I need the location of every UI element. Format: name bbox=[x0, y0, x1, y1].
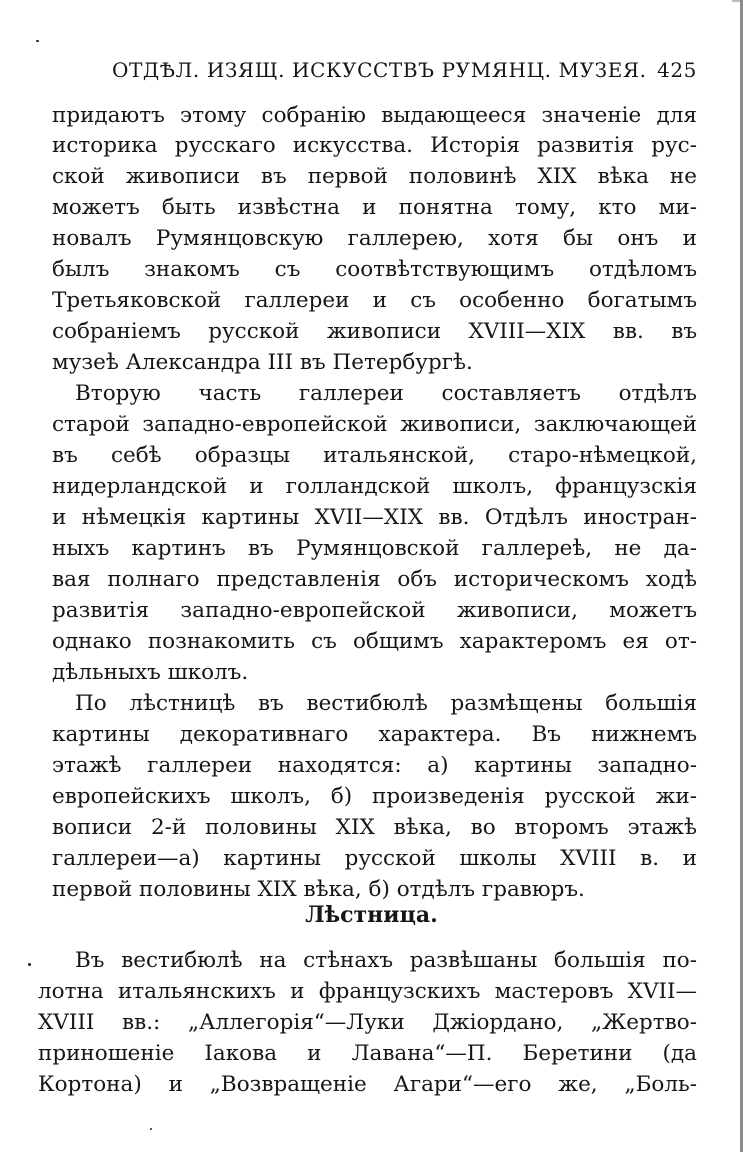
running-head-title: ОТДѢЛ. ИЗЯЩ. ИСКУССТВЪ РУМЯНЦ. МУЗЕЯ. bbox=[112, 58, 647, 82]
running-head bbox=[112, 58, 697, 88]
print-speck bbox=[150, 1128, 152, 1130]
text-line: развитія западно-европейской живописи, можетъ bbox=[52, 598, 697, 623]
text-line: ской живописи въ первой половинѣ XIX вѣка не bbox=[52, 164, 697, 189]
text-line: По лѣстницѣ въ вестибюлѣ размѣщены большія bbox=[75, 691, 697, 716]
text-line: XVIII вв.: „Аллегорія“—Луки Джіордано, „Жертво- bbox=[38, 1010, 697, 1035]
page-edge-mark bbox=[732, 0, 740, 2]
text-line: однако познакомить съ общимъ характеромъ ея от- bbox=[52, 629, 697, 654]
text-line: первой половины XIX вѣка, б) отдѣлъ гравюръ. bbox=[52, 877, 585, 902]
text-line: историка русскаго искусства. Исторія развитія рус- bbox=[52, 133, 697, 158]
text-line: Вторую часть галлереи составляетъ отдѣлъ bbox=[75, 381, 697, 406]
text-line: европейскихъ школъ, б) произведенія русской жи- bbox=[52, 784, 697, 809]
page-number: 425 bbox=[657, 58, 697, 82]
text-line: былъ знакомъ съ соотвѣтствующимъ отдѣломъ bbox=[52, 257, 697, 282]
text-line: вая полнаго представленія объ историческомъ ходѣ bbox=[52, 567, 697, 592]
text-line: вописи 2-й половины XIX вѣка, во второмъ этажѣ bbox=[52, 815, 697, 840]
text-line: Третьяковской галлереи и съ особенно богатымъ bbox=[52, 288, 697, 313]
text-line: собраніемъ русской живописи XVIII—XIX вв. въ bbox=[52, 319, 697, 344]
print-speck bbox=[28, 963, 31, 966]
text-line: приношеніе Іакова и Лавана“—П. Беретини (да bbox=[38, 1041, 697, 1066]
text-line: галлереи—а) картины русской школы XVIII в. и bbox=[52, 846, 697, 871]
text-line: придаютъ этому собранію выдающееся значеніе для bbox=[52, 103, 697, 128]
text-line: можетъ быть извѣстна и понятна тому, кто ми- bbox=[52, 195, 697, 220]
text-line: новалъ Румянцовскую галлерею, хотя бы онъ и bbox=[52, 226, 697, 251]
text-line: и нѣмецкія картины XVII—XIX вв. Отдѣлъ иностран- bbox=[52, 505, 697, 530]
text-line: Въ вестибюлѣ на стѣнахъ развѣшаны большія по- bbox=[75, 948, 697, 973]
text-line: Кортона) и „Возвращеніе Агари“—его же, „Боль- bbox=[38, 1072, 697, 1097]
text-line: старой западно-европейской живописи, заключающей bbox=[52, 412, 697, 437]
text-line: въ себѣ образцы итальянской, старо-нѣмецкой, bbox=[52, 443, 697, 468]
text-line: лотна итальянскихъ и французскихъ мастеровъ XVII— bbox=[38, 979, 697, 1004]
section-heading: Лѣстница. bbox=[305, 902, 438, 928]
text-line: нидерландской и голландской школъ, французскія bbox=[52, 474, 697, 499]
text-line: музеѣ Александра III въ Петербургѣ. bbox=[52, 350, 473, 375]
text-line: ныхъ картинъ въ Румянцовской галлереѣ, не да- bbox=[52, 536, 697, 561]
text-line: этажѣ галлереи находятся: а) картины западно- bbox=[52, 753, 697, 778]
text-line: дѣльныхъ школъ. bbox=[52, 660, 249, 685]
print-speck bbox=[36, 40, 39, 42]
text-line: картины декоративнаго характера. Въ нижнемъ bbox=[52, 722, 697, 747]
